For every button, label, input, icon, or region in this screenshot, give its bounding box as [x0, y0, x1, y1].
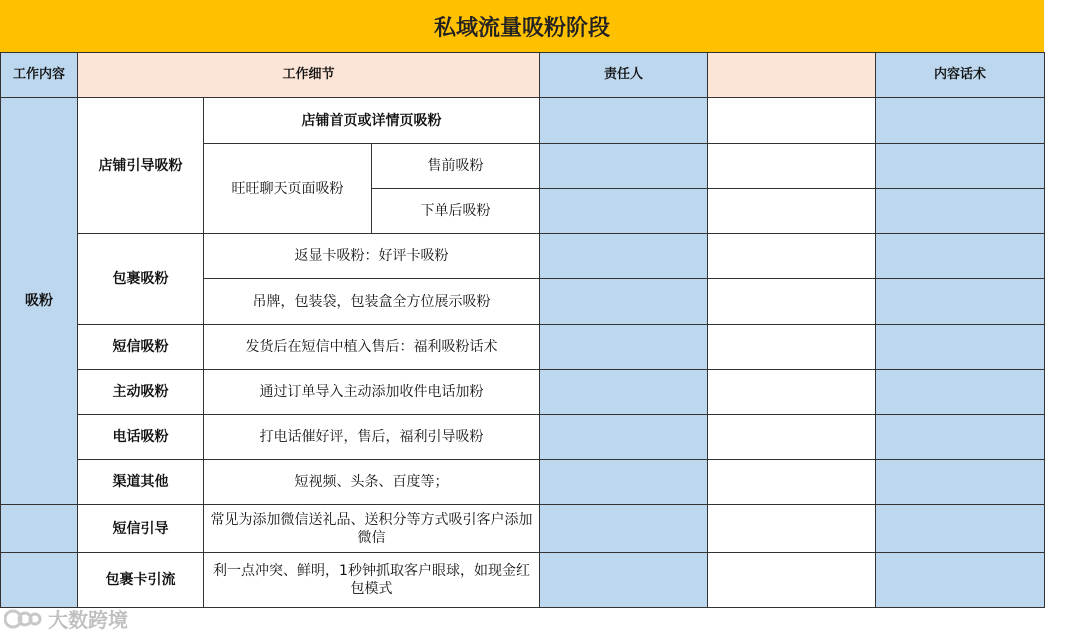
owner-cell[interactable]	[540, 189, 708, 234]
blank-cell[interactable]	[708, 460, 876, 505]
script-cell[interactable]	[876, 234, 1045, 279]
blank-cell[interactable]	[708, 144, 876, 189]
owner-cell[interactable]	[540, 98, 708, 144]
category-cell: 店铺引导吸粉	[78, 98, 204, 234]
script-cell[interactable]	[876, 553, 1045, 608]
owner-cell[interactable]	[540, 460, 708, 505]
table-row	[1, 505, 1045, 553]
table-row	[1, 234, 1045, 279]
section-cell-empty	[1, 505, 78, 553]
watermark	[4, 604, 128, 633]
detail-cell: 发货后在短信中植入售后：福利吸粉话术	[204, 325, 540, 370]
detail-cell: 利一点冲突、鲜明，1秒钟抓取客户眼球，如现金红包模式	[204, 553, 540, 608]
owner-cell[interactable]	[540, 279, 708, 325]
table-row	[1, 370, 1045, 415]
table-row	[1, 325, 1045, 370]
watermark-logo-icon	[4, 608, 44, 630]
detail-cell: 常见为添加微信送礼品、送积分等方式吸引客户添加微信	[204, 505, 540, 553]
table-row	[1, 460, 1045, 505]
blank-cell[interactable]	[708, 189, 876, 234]
blank-cell[interactable]	[708, 98, 876, 144]
script-cell[interactable]	[876, 460, 1045, 505]
owner-cell[interactable]	[540, 370, 708, 415]
header-work-content: 工作内容	[1, 53, 78, 98]
owner-cell[interactable]	[540, 505, 708, 553]
detail-cell: 通过订单导入主动添加收件电话加粉	[204, 370, 540, 415]
detail-cell: 吊牌，包装袋，包装盒全方位展示吸粉	[204, 279, 540, 325]
blank-cell[interactable]	[708, 553, 876, 608]
detail-cell: 短视频、头条、百度等；	[204, 460, 540, 505]
detail-cell: 店铺首页或详情页吸粉	[204, 98, 540, 144]
script-cell[interactable]	[876, 325, 1045, 370]
blank-cell[interactable]	[708, 325, 876, 370]
script-cell[interactable]	[876, 505, 1045, 553]
category-cell: 包裹卡引流	[78, 553, 204, 608]
owner-cell[interactable]	[540, 553, 708, 608]
owner-cell[interactable]	[540, 234, 708, 279]
blank-cell[interactable]	[708, 415, 876, 460]
script-cell[interactable]	[876, 189, 1045, 234]
category-cell: 短信吸粉	[78, 325, 204, 370]
header-row	[1, 53, 1045, 98]
schedule-table	[0, 52, 1045, 608]
script-cell[interactable]	[876, 98, 1045, 144]
script-cell[interactable]	[876, 370, 1045, 415]
header-work-detail: 工作细节	[78, 53, 540, 98]
blank-cell[interactable]	[708, 370, 876, 415]
table-row	[1, 553, 1045, 608]
section-cell-empty	[1, 553, 78, 608]
table-row	[1, 98, 1045, 144]
detail-cell: 打电话催好评，售后，福利引导吸粉	[204, 415, 540, 460]
script-cell[interactable]	[876, 144, 1045, 189]
header-script: 内容话术	[876, 53, 1045, 98]
watermark-text: 大数跨境	[48, 608, 128, 632]
blank-cell[interactable]	[708, 279, 876, 325]
detail-cell: 返显卡吸粉：好评卡吸粉	[204, 234, 540, 279]
category-cell: 渠道其他	[78, 460, 204, 505]
page-title: 私域流量吸粉阶段	[0, 0, 1044, 52]
owner-cell[interactable]	[540, 415, 708, 460]
table-row	[1, 415, 1045, 460]
detail-cell: 售前吸粉	[372, 144, 540, 189]
category-cell: 电话吸粉	[78, 415, 204, 460]
detail-cell: 下单后吸粉	[372, 189, 540, 234]
owner-cell[interactable]	[540, 144, 708, 189]
detail-cell: 旺旺聊天页面吸粉	[204, 144, 372, 234]
header-owner: 责任人	[540, 53, 708, 98]
script-cell[interactable]	[876, 279, 1045, 325]
category-cell: 短信引导	[78, 505, 204, 553]
header-blank	[708, 53, 876, 98]
blank-cell[interactable]	[708, 234, 876, 279]
category-cell: 主动吸粉	[78, 370, 204, 415]
section-label: 吸粉	[1, 98, 78, 505]
owner-cell[interactable]	[540, 325, 708, 370]
blank-cell[interactable]	[708, 505, 876, 553]
script-cell[interactable]	[876, 415, 1045, 460]
category-cell: 包裹吸粉	[78, 234, 204, 325]
